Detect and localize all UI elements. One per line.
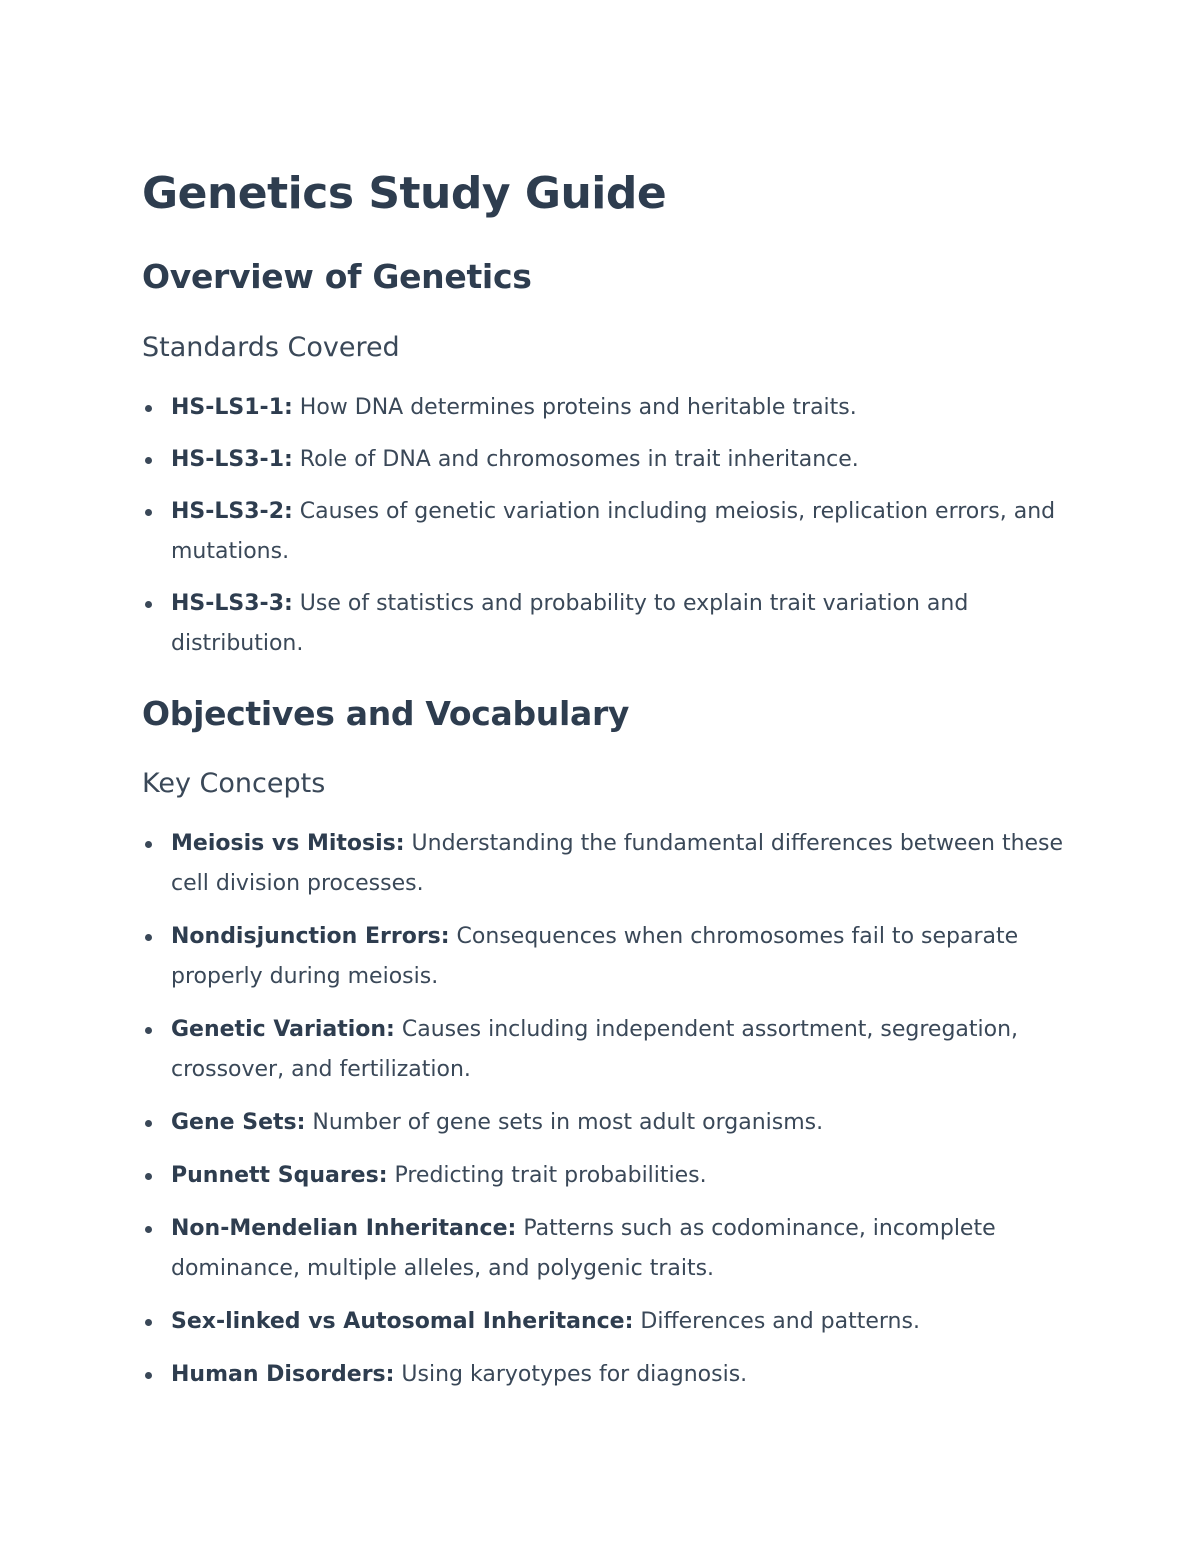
bullet-icon [145,1319,152,1326]
concept-description: Using karyotypes for diagnosis. [394,1362,748,1387]
list-item [142,1302,1072,1342]
concept-term: Gene Sets: [171,1110,306,1135]
list-item [142,388,1072,428]
list-item [142,1156,1072,1196]
standards-list [142,388,1072,664]
concept-term: Nondisjunction Errors: [171,924,450,949]
concept-description: Causes including independent assortment, segregation, crossover, and fertilization. [171,1017,1019,1082]
bullet-icon [145,1173,152,1180]
list-item [142,584,1072,664]
subheading-standards-covered: Standards Covered [142,332,400,363]
concept-term: Non-Mendelian Inheritance: [171,1216,517,1241]
standard-code: HS-LS3-2: [171,499,293,524]
key-concepts-list [142,824,1072,1395]
bullet-icon [145,1372,152,1379]
standard-code: HS-LS3-1: [171,447,293,472]
list-item [142,1103,1072,1143]
list-item [142,1209,1072,1289]
list-item [142,1010,1072,1090]
concept-term: Punnett Squares: [171,1163,388,1188]
standard-code: HS-LS1-1: [171,395,293,420]
list-item [142,492,1072,572]
list-item [142,917,1072,997]
section-heading-objectives: Objectives and Vocabulary [142,694,630,733]
page-title: Genetics Study Guide [142,168,667,219]
bullet-icon [145,405,152,412]
bullet-icon [145,841,152,848]
concept-description: Patterns such as codominance, incomplete dominance, multiple alleles, and polygenic traits. [171,1216,996,1281]
bullet-icon [145,1120,152,1127]
bullet-icon [145,601,152,608]
concept-term: Human Disorders: [171,1362,395,1387]
list-item [142,440,1072,480]
standard-code: HS-LS3-3: [171,591,293,616]
bullet-icon [145,934,152,941]
concept-term: Genetic Variation: [171,1017,395,1042]
concept-term: Sex-linked vs Autosomal Inheritance: [171,1309,634,1334]
concept-term: Meiosis vs Mitosis: [171,831,405,856]
standard-description: Use of statistics and probability to explain trait variation and distribution. [171,591,969,656]
standard-description: Causes of genetic variation including meiosis, replication errors, and mutations. [171,499,1056,564]
bullet-icon [145,509,152,516]
standard-description: How DNA determines proteins and heritable traits. [292,395,857,420]
bullet-icon [145,1027,152,1034]
concept-description: Understanding the fundamental differences between these cell division processes. [171,831,1064,896]
standard-description: Role of DNA and chromosomes in trait inheritance. [292,447,859,472]
subheading-key-concepts: Key Concepts [142,768,326,799]
concept-description: Number of gene sets in most adult organisms. [305,1110,824,1135]
list-item [142,824,1072,904]
list-item [142,1355,1072,1395]
bullet-icon [145,457,152,464]
section-heading-overview: Overview of Genetics [142,257,532,296]
concept-description: Predicting trait probabilities. [387,1163,707,1188]
concept-description: Consequences when chromosomes fail to separate properly during meiosis. [171,924,1019,989]
concept-description: Differences and patterns. [633,1309,920,1334]
bullet-icon [145,1226,152,1233]
